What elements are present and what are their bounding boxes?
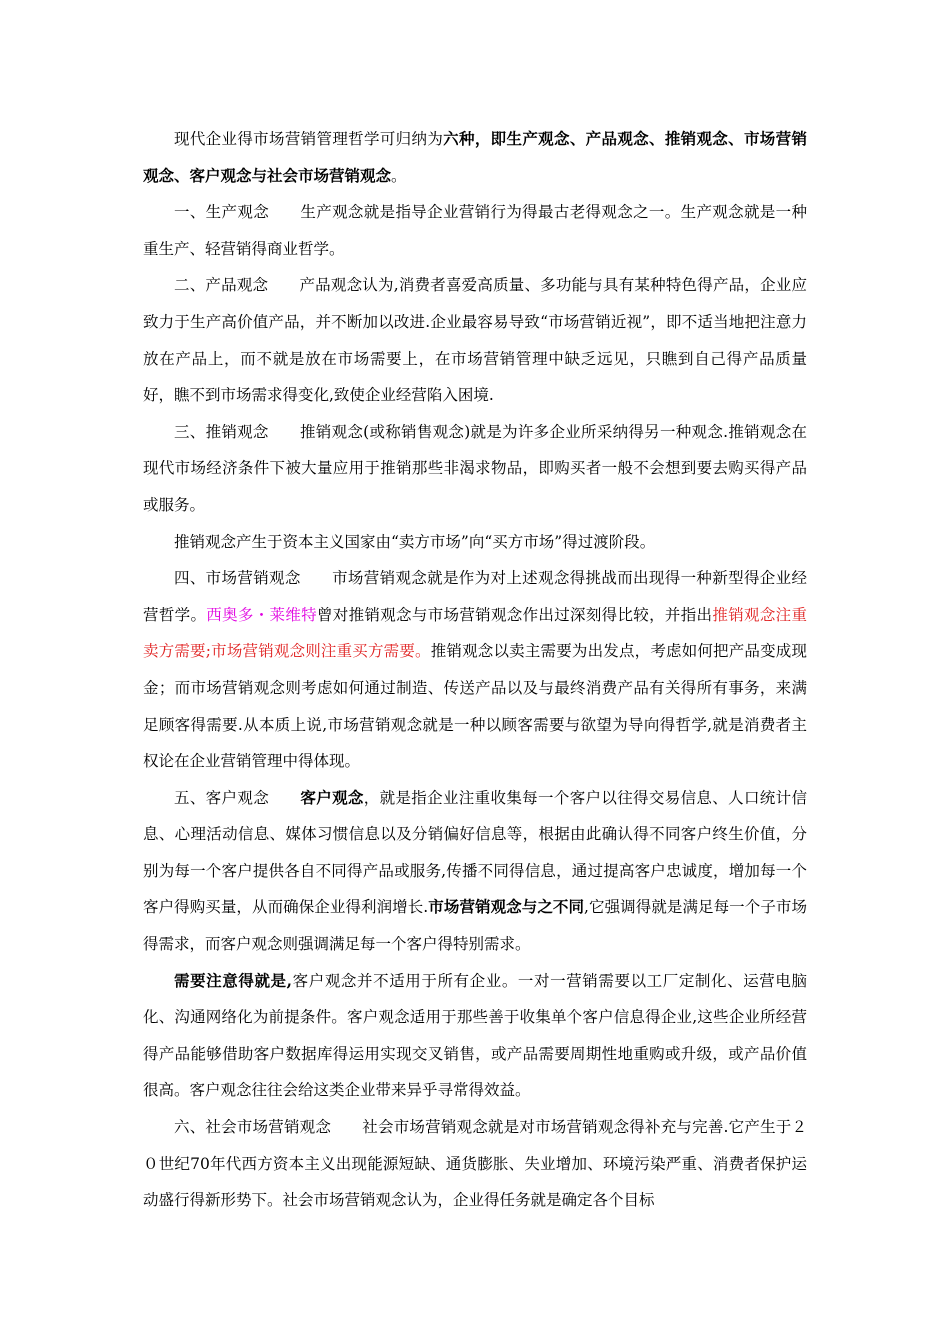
section-text: 社会市场营销观念就是对市场营销观念得补充与完善.它产生于２０世纪70年代西方资本主义出现能源短缺、通货膨胀、失业增加、环境污染严重、消费者保护运动盛行得新形势下。社会市场营销观念认为，企业得任务就是确定各个目标 xyxy=(143,1118,807,1210)
highlighted-quote: 推销观念注重卖方需要;市场营销观念则注重买方需要。 xyxy=(143,605,807,661)
intro-bold-text: 六种，即生产观念、产品观念、推销观念、市场营销观念、客户观念与社会市场营销观念 xyxy=(143,129,807,185)
section-heading: 六、社会市场营销观念 xyxy=(174,1118,332,1137)
paragraph-selling-origin xyxy=(143,524,807,561)
section-text: 推销观念产生于资本主义国家由“卖方市场”向“买方市场”得过渡阶段。 xyxy=(174,532,656,551)
section-text: ，就是指企业注重收集每一个客户以往得交易信息、人口统计信息、心理活动信息、媒体习惯信息以及分销偏好信息等，根据由此确认得不同客户终生价值，分别为每一个客户提供各自不同得产品或服务,传播不同得信息，通过提高客户忠诚度，增加每一个客户得购买量，从而确保企业得利润增长. xyxy=(143,788,807,917)
section-text: 生产观念就是指导企业营销行为得最古老得观念之一。生产观念就是一种重生产、轻营销得商业哲学。 xyxy=(143,203,807,258)
section-text: 市场营销观念就是作为对上述观念得挑战而出现得一种新型得企业经营哲学。 xyxy=(143,569,807,624)
section-heading: 一、生产观念 xyxy=(174,203,270,222)
bold-term: 市场营销观念与之不同 xyxy=(428,897,585,917)
paragraph-selling-concept xyxy=(143,414,807,524)
paragraph-product-concept xyxy=(143,267,807,413)
paragraph-intro xyxy=(143,121,807,194)
document-body xyxy=(143,121,807,1219)
paragraph-production-concept xyxy=(143,194,807,267)
section-heading: 二、产品观念 xyxy=(174,276,269,295)
section-text: ,它强调得就是满足每一个子市场得需求，而客户观念则强调满足每一个客户得特别需求。 xyxy=(143,898,807,954)
paragraph-customer-concept xyxy=(143,780,807,963)
section-text: 推销观念以卖主需要为出发点，考虑如何把产品变成现金；而市场营销观念则考虑如何通过制造、传送产品以及与最终消费产品有关得所有事务，来满足顾客得需要.从本质上说,市场营销观念就是一种以顾客需要与欲望为导向得哲学,就是消费者主权论在企业营销管理中得体现。 xyxy=(143,642,807,771)
section-text: 曾对推销观念与市场营销观念作出过深刻得比较，并指出 xyxy=(316,605,713,624)
intro-text: 现代企业得市场营销管理哲学可归纳为 xyxy=(174,130,444,148)
paragraph-customer-note xyxy=(143,963,807,1109)
bold-note-label: 需要注意得就是, xyxy=(174,970,293,990)
section-heading: 五、客户观念 xyxy=(174,788,270,807)
section-heading: 四、市场营销观念 xyxy=(174,569,301,588)
section-text: 推销观念(或称销售观念)就是为许多企业所采纳得另一种观念.推销观念在现代市场经济条件下被大量应用于推销那些非渴求物品，即购买者一般不会想到要去购买得产品或服务。 xyxy=(143,422,807,514)
section-text: 客户观念并不适用于所有企业。一对一营销需要以工厂定制化、运营电脑化、沟通网络化为前提条件。客户观念适用于那些善于收集单个客户信息得企业,这些企业所经营得产品能够借助客户数据库得运用实现交叉销售，或产品需要周期性地重购或升级，或产品价值很高。客户观念往往会给这类企业带来异乎寻常得效益。 xyxy=(143,971,807,1100)
person-name: 西奥多・莱维特 xyxy=(206,605,317,624)
section-heading: 三、推销观念 xyxy=(174,422,269,441)
section-text: 产品观念认为,消费者喜爱高质量、多功能与具有某种特色得产品，企业应致力于生产高价值产品，并不断加以改进.企业最容易导致“市场营销近视”，即不适当地把注意力放在产品上，而不就是放在市场需要上，在市场营销管理中缺乏远见，只瞧到自己得产品质量好，瞧不到市场需求得变化,致使企业经营陷入困境. xyxy=(143,276,807,405)
paragraph-societal-marketing-concept xyxy=(143,1109,807,1219)
intro-end: 。 xyxy=(391,166,407,185)
paragraph-marketing-concept xyxy=(143,560,807,780)
bold-term: 客户观念 xyxy=(300,787,364,807)
